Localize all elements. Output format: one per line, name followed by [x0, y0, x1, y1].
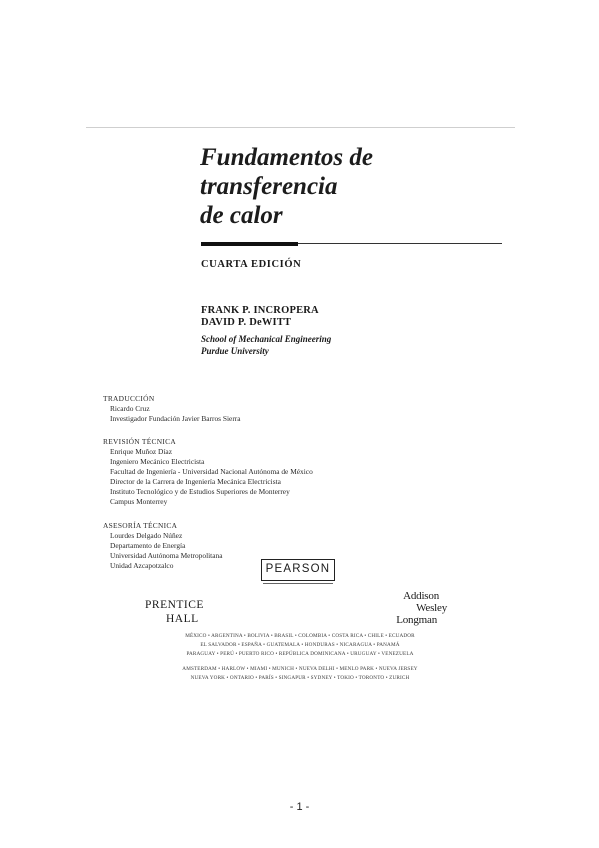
author-2: DAVID P. DeWITT: [201, 317, 292, 328]
affiliation-school: School of Mechanical Engineering: [201, 334, 332, 344]
credit-line: Ricardo Cruz: [110, 404, 150, 413]
publisher-cities-americas: [110, 632, 490, 658]
credit-heading: TRADUCCIÓN: [103, 394, 155, 403]
credit-line: Facultad de Ingeniería - Universidad Nacional Autónoma de México: [110, 467, 313, 476]
awl-line-3: Longman: [396, 614, 437, 626]
prentice-hall-line-2: HALL: [166, 613, 199, 625]
book-title: [200, 143, 373, 230]
credit-line: Campus Monterrey: [110, 497, 168, 506]
title-line-1: Fundamentos de: [200, 144, 373, 171]
credit-line: Lourdes Delgado Núñez: [110, 531, 183, 540]
credit-technical-review: [103, 437, 313, 507]
authors: [201, 305, 319, 329]
credit-line: Departamento de Energía: [110, 541, 186, 550]
top-rule: [86, 127, 515, 128]
credit-line: Director de la Carrera de Ingeniería Mecánica Electricista: [110, 477, 281, 486]
publisher-cities-world: [110, 665, 490, 683]
awl-line-1: Addison: [403, 590, 439, 602]
edition-label: CUARTA EDICIÓN: [201, 259, 302, 270]
awl-line-2: Wesley: [416, 602, 447, 614]
credit-line: Universidad Autónoma Metropolitana: [110, 551, 223, 560]
credit-translation: [103, 394, 241, 424]
page-number: - 1 -: [289, 801, 310, 813]
cities-line: EL SALVADOR • ESPAÑA • GUATEMALA • HONDURAS • NICARAGUA • PANAMÁ: [200, 641, 400, 648]
addison-wesley-longman-logo: [365, 590, 447, 626]
title-rule-thin: [298, 243, 502, 244]
credit-heading: REVISIÓN TÉCNICA: [103, 437, 177, 446]
credit-line: Investigador Fundación Javier Barros Sierra: [110, 414, 241, 423]
credit-technical-advice: [103, 521, 222, 571]
credit-heading: ASESORÍA TÉCNICA: [103, 521, 178, 530]
credit-line: Instituto Tecnológico y de Estudios Superiores de Monterrey: [110, 487, 290, 496]
prentice-hall-logo: [145, 598, 204, 626]
cities-line: AMSTERDAM • HARLOW • MIAMI • MUNICH • NUEVA DELHI • MENLO PARK • NUEVA JERSEY: [182, 666, 418, 672]
affiliation-university: Purdue University: [201, 346, 269, 356]
pearson-logo: PEARSON: [261, 559, 335, 581]
title-line-2: transferencia: [200, 173, 338, 200]
credit-line: Ingeniero Mecánico Electricista: [110, 457, 205, 466]
cities-line: PARAGUAY • PERÚ • PUERTO RICO • REPÚBLICA DOMINICANA • URUGUAY • VENEZUELA: [186, 650, 414, 657]
cities-line: NUEVA YORK • ONTARIO • PARÍS • SINGAPUR • SYDNEY • TOKIO • TORONTO • ZURICH: [190, 674, 410, 681]
affiliation: [201, 333, 331, 357]
pearson-logo-underline: [263, 583, 333, 584]
cities-line: MÉXICO • ARGENTINA • BOLIVIA • BRASIL • COLOMBIA • COSTA RICA • CHILE • ECUADOR: [185, 633, 415, 639]
title-line-3: de calor: [200, 202, 283, 229]
title-rule-thick: [201, 242, 298, 246]
author-1: FRANK P. INCROPERA: [201, 305, 319, 316]
credit-line: Unidad Azcapotzalco: [110, 561, 174, 570]
prentice-hall-line-1: PRENTICE: [145, 599, 204, 611]
credit-line: Enrique Muñoz Díaz: [110, 447, 172, 456]
